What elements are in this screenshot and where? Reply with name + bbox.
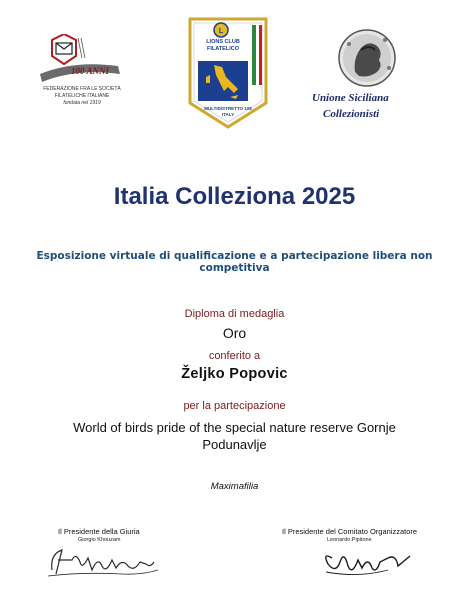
exhibit-title: World of birds pride of the special nature reserve Gornje Podunavlje [73,420,396,452]
federation-line3: fondata nel 1919 [63,100,101,106]
usc-logo [309,28,419,128]
svg-text:L: L [218,28,224,35]
jury-president-name: Giorgio Khouzam [78,537,121,543]
usc-line1: Unione Siciliana [312,92,389,104]
federation-emblem-icon [34,34,130,84]
federation-line1: FEDERAZIONE FRA LE SOCIETÀ [43,86,121,92]
committee-president-name: Leonardo Pipitone [327,537,372,543]
federation-badge-text: 100 ANNI [71,66,109,76]
diploma-label: Diploma di medaglia [184,308,285,320]
awarded-label: conferito a [208,350,261,362]
committee-president-role: Il Presidente del Comitato Organizzatore [282,527,418,536]
lions-club-logo [188,17,268,129]
jury-president-signature [42,540,162,580]
committee-president-signature [318,544,418,580]
coin-portrait-icon [309,28,419,90]
lions-line4: ITALY [221,112,235,117]
usc-line2: Collezionisti [323,108,380,120]
participation-label: per la partecipazione [183,400,286,412]
certificate-title: Italia Colleziona 2025 [113,183,356,210]
federation-logo [34,34,130,110]
lions-line2: FILATELICO [207,46,239,52]
recipient-name: Željko Popovic [181,366,288,382]
exhibit-class: Maximafilia [210,481,259,492]
lions-line3: MULTIDISTRETTO 108 [204,106,252,111]
certificate-subtitle: Esposizione virtuale di qualificazione e a partecipazione libera non competitiva [36,250,433,274]
medal-value: Oro [222,325,247,341]
federation-line2: FILATELICHE ITALIANE [54,93,110,99]
jury-president-role: Il Presidente della Giuria [58,527,140,536]
lions-line1: LIONS CLUB [206,39,240,45]
